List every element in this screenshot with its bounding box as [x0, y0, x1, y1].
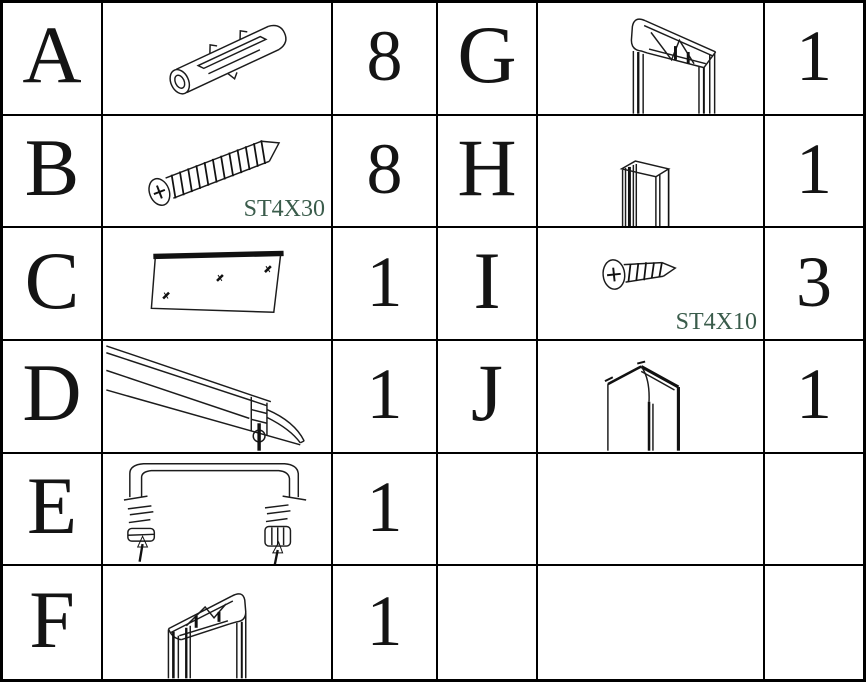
wall-anchor-icon: [103, 3, 331, 114]
towel-handle-icon: [103, 454, 331, 565]
part-qty-label: 3: [796, 241, 832, 322]
part-letter-G: [438, 3, 538, 116]
part-letter-label: I: [473, 234, 501, 326]
part-qty-label: 1: [366, 354, 403, 435]
part-qty-G: [765, 3, 863, 116]
part-letter-label: C: [24, 234, 80, 326]
part-letter-label: B: [24, 121, 80, 213]
empty-letter-cell-2: [438, 566, 538, 679]
part-letter-I: [438, 228, 538, 341]
water-seal-strip-icon: [103, 341, 331, 452]
curved-frame-profile-left-icon: [103, 566, 331, 679]
part-qty-label: 8: [366, 128, 403, 209]
part-letter-label: A: [22, 9, 82, 101]
part-qty-C: [333, 228, 438, 341]
part-qty-E: [333, 454, 438, 567]
part-letter-E: [3, 454, 103, 567]
part-qty-label: 1: [796, 354, 832, 435]
part-image-B: [103, 116, 333, 229]
part-image-J: [538, 341, 765, 454]
part-qty-label: 1: [366, 580, 403, 661]
part-qty-F: [333, 566, 438, 679]
part-letter-label: G: [457, 9, 517, 101]
part-letter-H: [438, 116, 538, 229]
part-letter-A: [3, 3, 103, 116]
empty-qty-cell-2: [765, 566, 863, 679]
part-letter-label: D: [22, 347, 82, 439]
empty-image-cell-2: [538, 566, 765, 679]
part-qty-label: 1: [796, 16, 832, 97]
support-bar-panel-icon: [103, 228, 331, 339]
part-image-D: [103, 341, 333, 454]
part-qty-label: 8: [366, 16, 403, 97]
part-letter-J: [438, 341, 538, 454]
part-qty-D: [333, 341, 438, 454]
part-qty-label: 1: [796, 128, 832, 209]
screw-spec-label: ST4X10: [675, 308, 757, 335]
part-qty-J: [765, 341, 863, 454]
part-qty-label: 1: [366, 241, 403, 322]
part-qty-B: [333, 116, 438, 229]
part-letter-D: [3, 341, 103, 454]
part-image-C: [103, 228, 333, 341]
part-letter-label: F: [29, 573, 75, 665]
empty-qty-cell-1: [765, 454, 863, 567]
part-image-I: [538, 228, 765, 341]
part-image-E: [103, 454, 333, 567]
part-letter-label: J: [471, 347, 503, 439]
part-image-G: [538, 3, 765, 116]
part-qty-A: [333, 3, 438, 116]
curved-frame-profile-right-icon: [538, 3, 763, 114]
part-image-A: [103, 3, 333, 116]
part-qty-label: 1: [366, 466, 403, 547]
part-qty-I: [765, 228, 863, 341]
part-letter-B: [3, 116, 103, 229]
part-letter-C: [3, 228, 103, 341]
part-letter-F: [3, 566, 103, 679]
channel-seal-profile-icon: [538, 341, 763, 452]
screw-spec-label: ST4X30: [243, 196, 325, 223]
part-image-H: [538, 116, 765, 229]
part-letter-label: E: [26, 459, 78, 551]
part-qty-H: [765, 116, 863, 229]
part-letter-label: H: [457, 121, 517, 213]
empty-letter-cell-1: [438, 454, 538, 567]
empty-image-cell-1: [538, 454, 765, 567]
part-image-F: [103, 566, 333, 679]
corner-trim-profile-icon: [538, 116, 763, 227]
